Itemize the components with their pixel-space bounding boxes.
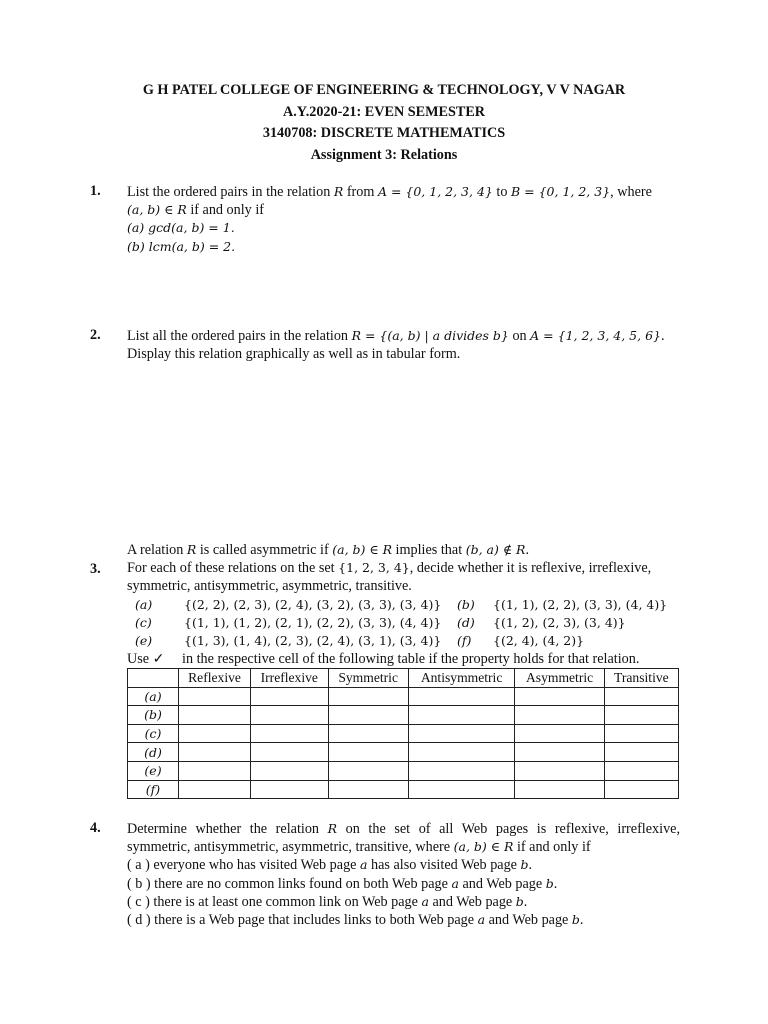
- relation-f-set: {(2, 4), (4, 2)}: [493, 633, 585, 649]
- relation-d-set: {(1, 2), (2, 3), (3, 4)}: [493, 614, 626, 630]
- question-3-instruction: Use ✓ in the respective cell of the following table if the property holds for that relation.: [127, 651, 640, 668]
- question-3: [127, 541, 680, 668]
- course-title: 3140708: DISCRETE MATHEMATICS: [262, 125, 506, 141]
- table-cell[interactable]: [251, 743, 328, 762]
- academic-year: A.Y.2020-21: EVEN SEMESTER: [282, 103, 486, 120]
- column-header: Reflexive: [179, 669, 251, 688]
- question-1-line-1: List the ordered pairs in the relation R from A = {0, 1, 2, 3, 4} to B = {0, 1, 2, 3}, where: [127, 184, 652, 200]
- table-cell[interactable]: [408, 706, 515, 725]
- row-label: (e): [128, 761, 179, 780]
- table-cell[interactable]: [515, 743, 604, 762]
- question-2-number: 2.: [90, 327, 101, 343]
- relations-list: [127, 596, 680, 651]
- row-label: (f): [128, 780, 179, 799]
- question-2-line-2: Display this relation graphically as well as in tabular form.: [127, 346, 461, 363]
- college-name: G H PATEL COLLEGE OF ENGINEERING & TECHNOLOGY, V V NAGAR: [142, 82, 626, 98]
- table-cell[interactable]: [328, 724, 408, 743]
- table-cell[interactable]: [604, 761, 678, 780]
- properties-table: [127, 668, 679, 799]
- column-header: Transitive: [604, 669, 678, 688]
- table-cell[interactable]: [328, 743, 408, 762]
- relation-a-label: (a): [135, 596, 153, 612]
- table-cell[interactable]: [515, 687, 604, 706]
- table-cell[interactable]: [328, 706, 408, 725]
- question-4-line-2: symmetric, antisymmetric, asymmetric, transitive, where (a, b) ∈ R if and only if: [127, 839, 591, 856]
- table-cell[interactable]: [515, 780, 604, 799]
- document-header: [0, 80, 768, 166]
- question-1: [127, 183, 680, 256]
- row-label: (a): [128, 687, 179, 706]
- table-row: [128, 687, 679, 706]
- table-row: [128, 706, 679, 725]
- table-cell[interactable]: [604, 743, 678, 762]
- table-cell[interactable]: [179, 687, 251, 706]
- table-cell[interactable]: [251, 761, 328, 780]
- question-2: [127, 327, 680, 363]
- table-cell[interactable]: [515, 761, 604, 780]
- column-header: Symmetric: [328, 669, 408, 688]
- column-header: Antisymmetric: [408, 669, 515, 688]
- relation-c-set: {(1, 1), (1, 2), (2, 1), (2, 2), (3, 3), (4, 4)}: [184, 614, 442, 630]
- table-cell[interactable]: [328, 761, 408, 780]
- table-cell[interactable]: [179, 706, 251, 725]
- table-cell[interactable]: [179, 743, 251, 762]
- question-2-line-1: List all the ordered pairs in the relation R = {(a, b) | a divides b} on A = {1, 2, 3, 4, 5, 6}.: [127, 328, 665, 344]
- column-header: Irreflexive: [251, 669, 328, 688]
- table-row: [128, 724, 679, 743]
- question-4-part-d: ( d ) there is a Web page that includes links to both Web page a and Web page b.: [127, 912, 584, 929]
- relation-b-label: (b): [457, 596, 475, 612]
- table-row: [128, 761, 679, 780]
- question-3-intro: A relation R is called asymmetric if (a, b) ∈ R implies that (b, a) ∉ R.: [127, 542, 530, 558]
- question-4-part-a: ( a ) everyone who has visited Web page a has also visited Web page b.: [127, 857, 533, 874]
- relation-f-label: (f): [457, 633, 472, 649]
- row-label: (b): [128, 706, 179, 725]
- question-4-line-1: Determine whether the relation R on the set of all Web pages is reflexive, irreflexive,: [127, 821, 681, 837]
- table-cell[interactable]: [604, 687, 678, 706]
- table-cell[interactable]: [328, 780, 408, 799]
- table-cell[interactable]: [408, 761, 515, 780]
- table-cell[interactable]: [251, 724, 328, 743]
- table-cell[interactable]: [179, 780, 251, 799]
- relation-e-label: (e): [135, 633, 153, 649]
- table-cell[interactable]: [328, 687, 408, 706]
- table-cell[interactable]: [408, 743, 515, 762]
- table-cell[interactable]: [408, 780, 515, 799]
- table-cell[interactable]: [251, 706, 328, 725]
- question-1-part-b: (b) lcm(a, b) = 2.: [127, 238, 236, 254]
- table-corner-cell: [128, 669, 179, 688]
- table-row: [128, 743, 679, 762]
- table-cell[interactable]: [408, 724, 515, 743]
- table-cell[interactable]: [604, 724, 678, 743]
- table-cell[interactable]: [604, 780, 678, 799]
- table-cell[interactable]: [515, 706, 604, 725]
- relation-c-label: (c): [135, 614, 152, 630]
- table-cell[interactable]: [251, 780, 328, 799]
- table-cell[interactable]: [251, 687, 328, 706]
- column-header: Asymmetric: [515, 669, 604, 688]
- table-cell[interactable]: [179, 761, 251, 780]
- question-4-number: 4.: [90, 820, 101, 836]
- table-cell[interactable]: [179, 724, 251, 743]
- table-cell[interactable]: [515, 724, 604, 743]
- question-4-part-c: ( c ) there is at least one common link on Web page a and Web page b.: [127, 893, 528, 910]
- relation-b-set: {(1, 1), (2, 2), (3, 3), (4, 4)}: [493, 596, 668, 612]
- question-3-line-2: For each of these relations on the set {1, 2, 3, 4}, decide whether it is reflexive, irreflexive,: [127, 560, 652, 577]
- table-cell[interactable]: [408, 687, 515, 706]
- relation-e-set: {(1, 3), (1, 4), (2, 3), (2, 4), (3, 1), (3, 4)}: [184, 633, 442, 649]
- row-label: (d): [128, 743, 179, 762]
- question-1-number: 1.: [90, 183, 101, 199]
- row-label: (c): [128, 724, 179, 743]
- question-3-number: 3.: [90, 561, 101, 577]
- question-1-line-2: (a, b) ∈ R if and only if: [127, 202, 264, 219]
- question-4: [127, 820, 680, 929]
- assignment-title: Assignment 3: Relations: [310, 146, 458, 163]
- relation-d-label: (d): [457, 614, 475, 630]
- table-cell[interactable]: [604, 706, 678, 725]
- question-3-line-3: symmetric, antisymmetric, asymmetric, transitive.: [127, 578, 412, 595]
- question-4-part-b: ( b ) there are no common links found on both Web page a and Web page b.: [127, 875, 558, 892]
- table-header-row: [128, 669, 679, 688]
- relation-a-set: {(2, 2), (2, 3), (2, 4), (3, 2), (3, 3), (3, 4)}: [184, 596, 442, 612]
- question-1-part-a: (a) gcd(a, b) = 1.: [127, 220, 235, 236]
- table-row: [128, 780, 679, 799]
